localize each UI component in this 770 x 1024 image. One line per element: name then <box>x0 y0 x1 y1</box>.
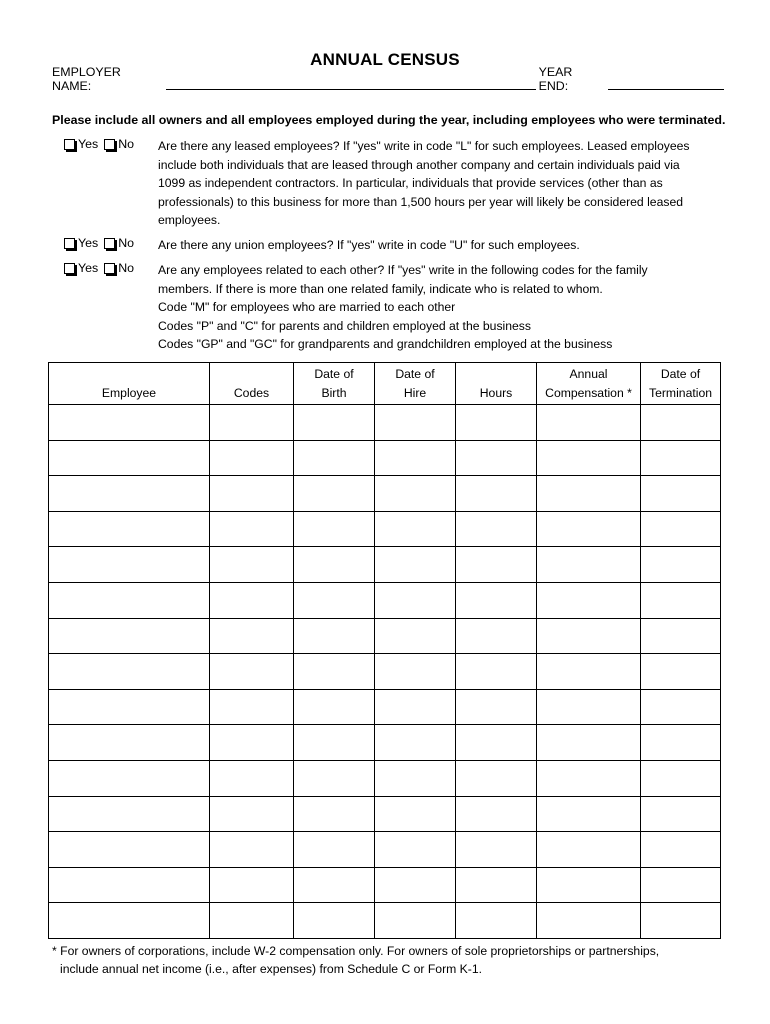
table-cell[interactable] <box>456 832 537 868</box>
question-line: members. If there is more than one related family, indicate who is related to whom. <box>158 281 603 296</box>
table-cell[interactable] <box>641 689 721 725</box>
table-cell[interactable] <box>49 760 210 796</box>
table-cell[interactable] <box>49 832 210 868</box>
checkbox-icon[interactable] <box>64 263 75 274</box>
table-cell[interactable] <box>49 618 210 654</box>
year-end-field[interactable] <box>608 76 724 90</box>
table-cell[interactable] <box>294 440 375 476</box>
table-cell[interactable] <box>210 867 294 903</box>
choice-group <box>64 236 156 250</box>
yes-label: Yes <box>78 261 99 275</box>
question-line: Are any employees related to each other? If "yes" write in the following codes for the family <box>158 263 648 277</box>
table-cell[interactable] <box>456 547 537 583</box>
column-header-date-of-termination: Date of Termination <box>641 363 721 405</box>
table-cell[interactable] <box>456 867 537 903</box>
no-label: No <box>118 236 135 250</box>
table-cell[interactable] <box>456 618 537 654</box>
table-cell[interactable] <box>641 725 721 761</box>
table-cell[interactable] <box>210 903 294 939</box>
table-cell[interactable] <box>641 796 721 832</box>
no-choice[interactable] <box>104 236 134 250</box>
table-cell[interactable] <box>456 582 537 618</box>
choice-group <box>64 261 156 275</box>
table-row <box>49 725 721 761</box>
table-row <box>49 760 721 796</box>
table-cell[interactable] <box>375 405 456 441</box>
table-cell[interactable] <box>375 725 456 761</box>
question-line: include both individuals that are leased through another company and certain individuals paid via <box>158 157 680 172</box>
table-row <box>49 476 721 512</box>
table-row <box>49 654 721 690</box>
table-cell[interactable] <box>294 476 375 512</box>
table-cell[interactable] <box>294 654 375 690</box>
table-cell[interactable] <box>294 832 375 868</box>
table-cell[interactable] <box>375 440 456 476</box>
table-cell[interactable] <box>210 832 294 868</box>
question-text <box>158 236 728 255</box>
table-cell[interactable] <box>456 440 537 476</box>
table-cell[interactable] <box>294 511 375 547</box>
table-row <box>49 618 721 654</box>
table-cell[interactable] <box>641 405 721 441</box>
table-cell[interactable] <box>537 654 641 690</box>
table-cell[interactable] <box>210 511 294 547</box>
table-cell[interactable] <box>537 511 641 547</box>
table-cell[interactable] <box>641 440 721 476</box>
footnote-line: include annual net income (i.e., after expenses) from Schedule C or Form K-1. <box>60 962 483 976</box>
table-cell[interactable] <box>537 903 641 939</box>
table-cell[interactable] <box>537 582 641 618</box>
table-cell[interactable] <box>210 618 294 654</box>
table-cell[interactable] <box>210 547 294 583</box>
column-header-codes: Codes <box>210 363 294 405</box>
question-line: professionals) to this business for more than 1,500 hours per year will likely be considered leased <box>158 194 684 209</box>
table-cell[interactable] <box>456 725 537 761</box>
table-cell[interactable] <box>210 582 294 618</box>
question-line: Code "M" for employees who are married to each other <box>158 300 456 314</box>
table-cell[interactable] <box>210 654 294 690</box>
table-cell[interactable] <box>49 903 210 939</box>
table-cell[interactable] <box>49 547 210 583</box>
instruction-text: Please include all owners and all employees employed during the year, including employees who were terminated. <box>52 113 726 127</box>
table-cell[interactable] <box>210 405 294 441</box>
table-cell[interactable] <box>375 796 456 832</box>
footnote-line: * For owners of corporations, include W-2 compensation only. For owners of sole proprietorships or partnerships, <box>52 944 660 958</box>
question-text <box>158 261 728 354</box>
table-cell[interactable] <box>375 867 456 903</box>
question-text <box>158 137 728 230</box>
question-line: Are there any union employees? If "yes" write in code "U" for such employees. <box>158 238 580 252</box>
table-cell[interactable] <box>456 654 537 690</box>
table-cell[interactable] <box>641 476 721 512</box>
question-line: Are there any leased employees? If "yes" write in code "L" for such employees. Leased employees <box>158 139 690 153</box>
table-cell[interactable] <box>210 760 294 796</box>
yes-choice[interactable] <box>64 261 98 275</box>
table-cell[interactable] <box>537 618 641 654</box>
table-cell[interactable] <box>49 405 210 441</box>
table-cell[interactable] <box>375 511 456 547</box>
table-cell[interactable] <box>49 796 210 832</box>
table-cell[interactable] <box>210 689 294 725</box>
table-cell[interactable] <box>456 903 537 939</box>
table-cell[interactable] <box>49 440 210 476</box>
table-cell[interactable] <box>641 654 721 690</box>
employer-line <box>52 65 724 93</box>
employer-name-field[interactable] <box>166 76 536 90</box>
table-cell[interactable] <box>641 511 721 547</box>
table-cell[interactable] <box>456 511 537 547</box>
table-row <box>49 903 721 939</box>
table-cell[interactable] <box>210 476 294 512</box>
table-cell[interactable] <box>537 760 641 796</box>
table-cell[interactable] <box>456 689 537 725</box>
table-cell[interactable] <box>537 867 641 903</box>
no-label: No <box>118 261 135 275</box>
table-row <box>49 582 721 618</box>
table-cell[interactable] <box>49 476 210 512</box>
table-cell[interactable] <box>537 725 641 761</box>
checkbox-icon[interactable] <box>104 263 115 274</box>
table-cell[interactable] <box>537 440 641 476</box>
table-cell[interactable] <box>375 832 456 868</box>
choice-group <box>64 137 156 151</box>
checkbox-icon[interactable] <box>64 139 75 150</box>
no-choice[interactable] <box>104 137 134 151</box>
table-cell[interactable] <box>375 547 456 583</box>
yes-choice[interactable] <box>64 236 98 250</box>
table-cell[interactable] <box>456 405 537 441</box>
yes-label: Yes <box>78 137 99 151</box>
table-cell[interactable] <box>294 760 375 796</box>
table-row <box>49 440 721 476</box>
table-cell[interactable] <box>294 405 375 441</box>
checkbox-icon[interactable] <box>104 139 115 150</box>
table-cell[interactable] <box>456 476 537 512</box>
column-header-annual-compensation: Annual Compensation * <box>537 363 641 405</box>
table-cell[interactable] <box>375 654 456 690</box>
checkbox-icon[interactable] <box>64 238 75 249</box>
table-cell[interactable] <box>375 582 456 618</box>
table-cell[interactable] <box>537 405 641 441</box>
table-row <box>49 511 721 547</box>
table-cell[interactable] <box>294 547 375 583</box>
table-cell[interactable] <box>49 582 210 618</box>
census-table <box>48 362 721 939</box>
table-cell[interactable] <box>456 796 537 832</box>
question-line: employees. <box>158 213 221 227</box>
footnote <box>52 942 659 978</box>
employer-name-label: EMPLOYER NAME: <box>52 65 121 93</box>
table-row <box>49 796 721 832</box>
table-cell[interactable] <box>375 689 456 725</box>
table-cell[interactable] <box>641 547 721 583</box>
table-cell[interactable] <box>294 867 375 903</box>
yes-choice[interactable] <box>64 137 98 151</box>
table-cell[interactable] <box>537 476 641 512</box>
table-cell[interactable] <box>537 832 641 868</box>
table-cell[interactable] <box>49 725 210 761</box>
checkbox-icon[interactable] <box>104 238 115 249</box>
table-cell[interactable] <box>375 760 456 796</box>
table-row <box>49 689 721 725</box>
table-cell[interactable] <box>641 618 721 654</box>
table-header-row <box>49 363 721 405</box>
table-cell[interactable] <box>641 582 721 618</box>
table-cell[interactable] <box>49 867 210 903</box>
table-cell[interactable] <box>294 903 375 939</box>
table-cell[interactable] <box>537 689 641 725</box>
table-cell[interactable] <box>375 618 456 654</box>
table-cell[interactable] <box>49 654 210 690</box>
census-table-body <box>49 405 721 939</box>
table-cell[interactable] <box>294 725 375 761</box>
table-cell[interactable] <box>537 796 641 832</box>
column-header-employee: Employee <box>49 363 210 405</box>
table-row <box>49 867 721 903</box>
column-header-date-of-hire: Date of Hire <box>375 363 456 405</box>
table-row <box>49 832 721 868</box>
table-row <box>49 405 721 441</box>
table-cell[interactable] <box>641 760 721 796</box>
table-cell[interactable] <box>537 547 641 583</box>
table-cell[interactable] <box>294 582 375 618</box>
question-line: Codes "P" and "C" for parents and children employed at the business <box>158 318 531 333</box>
table-cell[interactable] <box>210 725 294 761</box>
no-label: No <box>118 137 135 151</box>
table-cell[interactable] <box>49 689 210 725</box>
table-cell[interactable] <box>210 796 294 832</box>
yes-label: Yes <box>78 236 99 250</box>
table-cell[interactable] <box>641 832 721 868</box>
table-cell[interactable] <box>456 760 537 796</box>
question-line: 1099 as independent contractors. In particular, individuals that provide services (other than as <box>158 176 663 190</box>
year-end-label: YEAR END: <box>538 65 573 93</box>
question-line: Codes "GP" and "GC" for grandparents and grandchildren employed at the business <box>158 337 613 351</box>
table-cell[interactable] <box>294 796 375 832</box>
table-cell[interactable] <box>641 903 721 939</box>
table-row <box>49 547 721 583</box>
table-cell[interactable] <box>375 903 456 939</box>
table-cell[interactable] <box>375 476 456 512</box>
column-header-hours: Hours <box>456 363 537 405</box>
table-cell[interactable] <box>294 618 375 654</box>
table-cell[interactable] <box>641 867 721 903</box>
page-title: ANNUAL CENSUS <box>310 50 460 69</box>
column-header-date-of-birth: Date of Birth <box>294 363 375 405</box>
table-cell[interactable] <box>49 511 210 547</box>
no-choice[interactable] <box>104 261 134 275</box>
table-cell[interactable] <box>294 689 375 725</box>
table-cell[interactable] <box>210 440 294 476</box>
